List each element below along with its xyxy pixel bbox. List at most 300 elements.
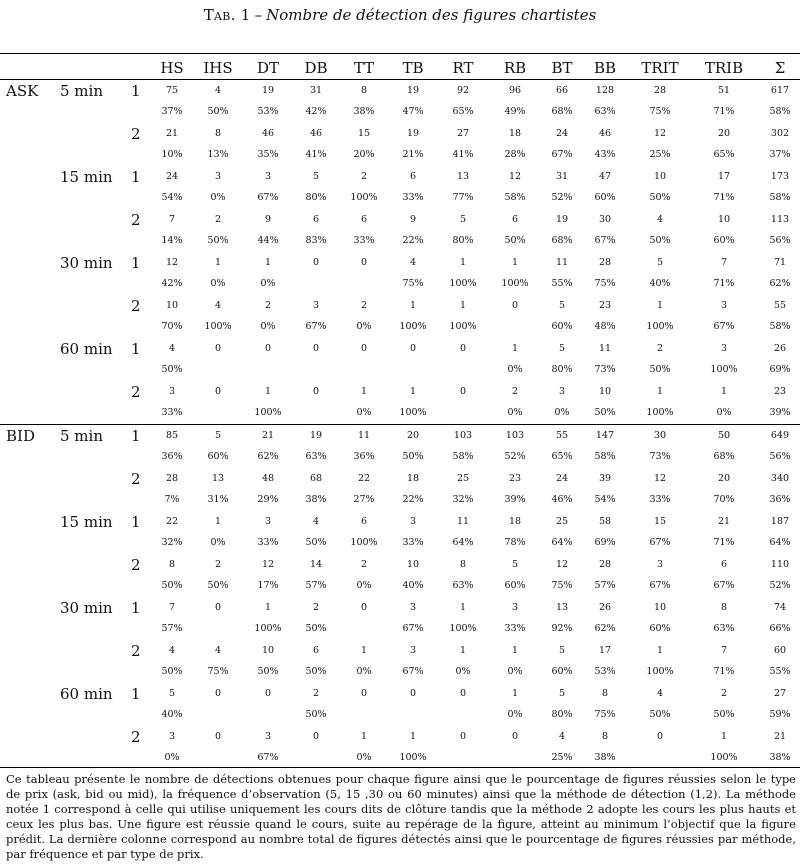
count-cell: 0 xyxy=(360,343,368,354)
count-cell: 46 xyxy=(598,128,612,139)
count-cell: 19 xyxy=(406,128,420,139)
percent-cell: 62% xyxy=(594,623,616,634)
percent-cell: 67% xyxy=(649,580,671,591)
count-cell: 4 xyxy=(168,645,176,656)
count-cell: 0 xyxy=(409,688,417,699)
count-cell: 10 xyxy=(653,171,667,182)
percent-cell: 0% xyxy=(554,407,570,418)
percent-cell: 40% xyxy=(161,709,183,720)
count-cell: 10 xyxy=(598,386,612,397)
count-cell: 28 xyxy=(598,257,612,268)
percent-cell: 70% xyxy=(713,494,735,505)
count-cell: 2 xyxy=(360,171,368,182)
percent-cell: 50% xyxy=(161,364,183,375)
percent-cell: 33% xyxy=(257,537,279,548)
percent-cell: 21% xyxy=(402,149,424,160)
count-cell: 2 xyxy=(214,559,222,570)
percent-cell: 65% xyxy=(452,106,474,117)
count-cell: 2 xyxy=(214,214,222,225)
method-label: 2 xyxy=(131,728,141,746)
percent-cell: 55% xyxy=(769,666,791,677)
percent-cell: 75% xyxy=(594,709,616,720)
method-label: 2 xyxy=(131,556,141,574)
count-cell: 1 xyxy=(656,300,664,311)
count-cell: 30 xyxy=(653,430,667,441)
percent-cell: 50% xyxy=(161,666,183,677)
count-cell: 17 xyxy=(717,171,731,182)
count-cell: 340 xyxy=(770,473,790,484)
percent-cell: 33% xyxy=(504,623,526,634)
percent-cell: 50% xyxy=(305,623,327,634)
count-cell: 8 xyxy=(459,559,467,570)
method-label: 1 xyxy=(131,513,141,531)
count-cell: 0 xyxy=(312,386,320,397)
column-header: TRIB xyxy=(704,59,744,77)
percent-cell: 67% xyxy=(305,321,327,332)
percent-cell: 54% xyxy=(161,192,183,203)
count-cell: 21 xyxy=(261,430,275,441)
count-cell: 6 xyxy=(409,171,417,182)
frequency-label: 30 min xyxy=(60,599,113,617)
count-cell: 3 xyxy=(264,731,272,742)
count-cell: 187 xyxy=(770,516,790,527)
frequency-label: 30 min xyxy=(60,254,113,272)
count-cell: 46 xyxy=(309,128,323,139)
count-cell: 27 xyxy=(456,128,470,139)
percent-cell: 50% xyxy=(713,709,735,720)
count-cell: 5 xyxy=(511,559,519,570)
percent-cell: 75% xyxy=(649,106,671,117)
count-cell: 1 xyxy=(459,645,467,656)
percent-cell: 37% xyxy=(161,106,183,117)
count-cell: 6 xyxy=(312,645,320,656)
column-header: RB xyxy=(503,59,527,77)
percent-cell: 66% xyxy=(769,623,791,634)
column-header: BT xyxy=(551,59,573,77)
count-cell: 10 xyxy=(717,214,731,225)
percent-cell: 38% xyxy=(305,494,327,505)
count-cell: 2 xyxy=(720,688,728,699)
count-cell: 1 xyxy=(409,386,417,397)
count-cell: 617 xyxy=(770,85,790,96)
percent-cell: 53% xyxy=(594,666,616,677)
count-cell: 5 xyxy=(168,688,176,699)
percent-cell: 50% xyxy=(649,235,671,246)
percent-cell: 44% xyxy=(257,235,279,246)
count-cell: 39 xyxy=(598,473,612,484)
count-cell: 3 xyxy=(409,645,417,656)
method-label: 1 xyxy=(131,340,141,358)
count-cell: 46 xyxy=(261,128,275,139)
percent-cell: 63% xyxy=(305,451,327,462)
percent-cell: 58% xyxy=(504,192,526,203)
percent-cell: 57% xyxy=(161,623,183,634)
count-cell: 5 xyxy=(558,300,566,311)
percent-cell: 20% xyxy=(353,149,375,160)
percent-cell: 75% xyxy=(402,278,424,289)
count-cell: 173 xyxy=(770,171,790,182)
percent-cell: 58% xyxy=(769,321,791,332)
percent-cell: 100% xyxy=(399,407,427,418)
count-cell: 21 xyxy=(773,731,787,742)
count-cell: 7 xyxy=(168,602,176,613)
count-cell: 1 xyxy=(409,300,417,311)
block-divider-rule xyxy=(0,424,800,425)
percent-cell: 13% xyxy=(207,149,229,160)
percent-cell: 65% xyxy=(551,451,573,462)
percent-cell: 50% xyxy=(305,666,327,677)
percent-cell: 50% xyxy=(649,709,671,720)
count-cell: 1 xyxy=(409,731,417,742)
count-cell: 28 xyxy=(598,559,612,570)
count-cell: 75 xyxy=(165,85,179,96)
count-cell: 8 xyxy=(360,85,368,96)
percent-cell: 73% xyxy=(594,364,616,375)
count-cell: 0 xyxy=(360,688,368,699)
count-cell: 8 xyxy=(601,731,609,742)
percent-cell: 68% xyxy=(713,451,735,462)
count-cell: 11 xyxy=(555,257,569,268)
frequency-label: 5 min xyxy=(60,427,103,445)
count-cell: 55 xyxy=(773,300,787,311)
count-cell: 1 xyxy=(511,688,519,699)
count-cell: 3 xyxy=(720,343,728,354)
count-cell: 4 xyxy=(558,731,566,742)
count-cell: 48 xyxy=(261,473,275,484)
percent-cell: 22% xyxy=(402,494,424,505)
count-cell: 103 xyxy=(453,430,473,441)
count-cell: 9 xyxy=(264,214,272,225)
count-cell: 1 xyxy=(360,386,368,397)
percent-cell: 63% xyxy=(594,106,616,117)
count-cell: 128 xyxy=(595,85,615,96)
count-cell: 1 xyxy=(656,645,664,656)
percent-cell: 59% xyxy=(769,709,791,720)
percent-cell: 50% xyxy=(257,666,279,677)
count-cell: 0 xyxy=(214,602,222,613)
percent-cell: 0% xyxy=(356,407,372,418)
count-cell: 7 xyxy=(168,214,176,225)
count-cell: 11 xyxy=(357,430,371,441)
count-cell: 10 xyxy=(165,300,179,311)
count-cell: 3 xyxy=(511,602,519,613)
percent-cell: 56% xyxy=(769,451,791,462)
count-cell: 12 xyxy=(508,171,522,182)
count-cell: 5 xyxy=(459,214,467,225)
percent-cell: 36% xyxy=(161,451,183,462)
count-cell: 68 xyxy=(309,473,323,484)
count-cell: 0 xyxy=(264,343,272,354)
percent-cell: 71% xyxy=(713,192,735,203)
frequency-label: 5 min xyxy=(60,82,103,100)
column-header: TB xyxy=(402,59,424,77)
percent-cell: 32% xyxy=(452,494,474,505)
count-cell: 4 xyxy=(656,688,664,699)
percent-cell: 83% xyxy=(305,235,327,246)
percent-cell: 50% xyxy=(594,407,616,418)
count-cell: 2 xyxy=(312,688,320,699)
count-cell: 0 xyxy=(656,731,664,742)
percent-cell: 50% xyxy=(649,364,671,375)
percent-cell: 0% xyxy=(210,192,226,203)
count-cell: 0 xyxy=(214,688,222,699)
count-cell: 1 xyxy=(511,343,519,354)
percent-cell: 69% xyxy=(769,364,791,375)
column-header: RT xyxy=(452,59,474,77)
count-cell: 0 xyxy=(360,257,368,268)
count-cell: 0 xyxy=(360,602,368,613)
count-cell: 3 xyxy=(409,516,417,527)
percent-cell: 92% xyxy=(551,623,573,634)
count-cell: 110 xyxy=(770,559,790,570)
count-cell: 19 xyxy=(309,430,323,441)
count-cell: 19 xyxy=(406,85,420,96)
percent-cell: 33% xyxy=(161,407,183,418)
count-cell: 3 xyxy=(168,386,176,397)
count-cell: 2 xyxy=(312,602,320,613)
table-caption xyxy=(0,6,800,24)
count-cell: 12 xyxy=(261,559,275,570)
count-cell: 6 xyxy=(360,516,368,527)
percent-cell: 43% xyxy=(594,149,616,160)
method-label: 1 xyxy=(131,685,141,703)
method-label: 1 xyxy=(131,254,141,272)
percent-cell: 31% xyxy=(207,494,229,505)
count-cell: 3 xyxy=(168,731,176,742)
bottom-rule xyxy=(0,767,800,768)
percent-cell: 57% xyxy=(305,580,327,591)
percent-cell: 100% xyxy=(646,321,674,332)
count-cell: 28 xyxy=(165,473,179,484)
percent-cell: 67% xyxy=(257,192,279,203)
percent-cell: 78% xyxy=(504,537,526,548)
percent-cell: 0% xyxy=(356,580,372,591)
percent-cell: 60% xyxy=(713,235,735,246)
count-cell: 12 xyxy=(555,559,569,570)
percent-cell: 100% xyxy=(449,321,477,332)
count-cell: 5 xyxy=(558,688,566,699)
count-cell: 1 xyxy=(459,300,467,311)
percent-cell: 67% xyxy=(713,321,735,332)
count-cell: 7 xyxy=(720,257,728,268)
count-cell: 22 xyxy=(165,516,179,527)
column-header: TRIT xyxy=(641,59,679,77)
percent-cell: 64% xyxy=(769,537,791,548)
percent-cell: 29% xyxy=(257,494,279,505)
count-cell: 1 xyxy=(511,257,519,268)
count-cell: 18 xyxy=(406,473,420,484)
percent-cell: 41% xyxy=(305,149,327,160)
percent-cell: 100% xyxy=(449,278,477,289)
percent-cell: 77% xyxy=(452,192,474,203)
percent-cell: 56% xyxy=(769,235,791,246)
column-header: HS xyxy=(160,59,184,77)
percent-cell: 35% xyxy=(257,149,279,160)
count-cell: 13 xyxy=(211,473,225,484)
count-cell: 3 xyxy=(214,171,222,182)
count-cell: 9 xyxy=(409,214,417,225)
count-cell: 3 xyxy=(558,386,566,397)
percent-cell: 40% xyxy=(402,580,424,591)
count-cell: 3 xyxy=(264,516,272,527)
percent-cell: 38% xyxy=(594,752,616,763)
percent-cell: 60% xyxy=(504,580,526,591)
percent-cell: 50% xyxy=(207,580,229,591)
count-cell: 3 xyxy=(720,300,728,311)
count-cell: 18 xyxy=(508,516,522,527)
column-header: BB xyxy=(593,59,617,77)
percent-cell: 68% xyxy=(551,106,573,117)
percent-cell: 17% xyxy=(257,580,279,591)
count-cell: 92 xyxy=(456,85,470,96)
count-cell: 1 xyxy=(656,386,664,397)
count-cell: 20 xyxy=(717,128,731,139)
count-cell: 8 xyxy=(214,128,222,139)
percent-cell: 100% xyxy=(646,407,674,418)
percent-cell: 100% xyxy=(646,666,674,677)
percent-cell: 80% xyxy=(551,709,573,720)
count-cell: 13 xyxy=(555,602,569,613)
count-cell: 18 xyxy=(508,128,522,139)
method-label: 2 xyxy=(131,125,141,143)
percent-cell: 0% xyxy=(356,666,372,677)
percent-cell: 0% xyxy=(716,407,732,418)
count-cell: 1 xyxy=(720,731,728,742)
count-cell: 23 xyxy=(598,300,612,311)
table-footnote: Ce tableau présente le nombre de détections obtenues pour chaque figure ainsi que le pourcentage de figures réussies selon le type de prix (ask, bid ou mid), la fréquence d’observation (5, 15 ,30 ou 60 minutes) ainsi que la méthode de détection (1,2). La méthode notée 1 correspond à celle qui utilise uniquement les cours dits de clôture tandis que la méthode 2 adopte les cours les plus hauts et ceux les plus bas. Une figure est réussie quand le cours, suite au repérage de la figure, atteint au minimum l’objectif que la figure prédit. La dernière colonne correspond au nombre total de figures détectés ainsi que le pourcentage de figures réussies par méthode, par fréquence et par type de prix. xyxy=(6,772,796,861)
percent-cell: 75% xyxy=(207,666,229,677)
count-cell: 649 xyxy=(770,430,790,441)
percent-cell: 0% xyxy=(507,364,523,375)
percent-cell: 60% xyxy=(594,192,616,203)
count-cell: 8 xyxy=(601,688,609,699)
count-cell: 31 xyxy=(555,171,569,182)
percent-cell: 60% xyxy=(207,451,229,462)
frequency-label: 60 min xyxy=(60,685,113,703)
count-cell: 23 xyxy=(773,386,787,397)
count-cell: 12 xyxy=(653,128,667,139)
column-header: DT xyxy=(256,59,280,77)
count-cell: 1 xyxy=(214,516,222,527)
column-header: Σ xyxy=(774,59,786,77)
percent-cell: 0% xyxy=(507,666,523,677)
percent-cell: 67% xyxy=(402,666,424,677)
percent-cell: 27% xyxy=(353,494,375,505)
percent-cell: 71% xyxy=(713,278,735,289)
percent-cell: 0% xyxy=(260,278,276,289)
percent-cell: 67% xyxy=(402,623,424,634)
column-header: DB xyxy=(304,59,328,77)
percent-cell: 100% xyxy=(710,752,738,763)
count-cell: 0 xyxy=(312,343,320,354)
percent-cell: 100% xyxy=(501,278,529,289)
percent-cell: 32% xyxy=(161,537,183,548)
count-cell: 55 xyxy=(555,430,569,441)
count-cell: 24 xyxy=(555,473,569,484)
percent-cell: 100% xyxy=(449,623,477,634)
column-header: TT xyxy=(353,59,375,77)
table-title: Nombre de détection des figures chartistes xyxy=(266,6,597,24)
count-cell: 302 xyxy=(770,128,790,139)
caption-separator: – xyxy=(254,6,263,24)
count-cell: 60 xyxy=(773,645,787,656)
count-cell: 0 xyxy=(214,731,222,742)
percent-cell: 100% xyxy=(399,752,427,763)
percent-cell: 28% xyxy=(504,149,526,160)
count-cell: 0 xyxy=(459,386,467,397)
percent-cell: 67% xyxy=(551,149,573,160)
percent-cell: 67% xyxy=(713,580,735,591)
count-cell: 0 xyxy=(459,343,467,354)
count-cell: 12 xyxy=(653,473,667,484)
count-cell: 4 xyxy=(214,300,222,311)
count-cell: 8 xyxy=(720,602,728,613)
count-cell: 1 xyxy=(360,731,368,742)
percent-cell: 55% xyxy=(551,278,573,289)
percent-cell: 0% xyxy=(164,752,180,763)
count-cell: 31 xyxy=(309,85,323,96)
count-cell: 1 xyxy=(360,645,368,656)
count-cell: 74 xyxy=(773,602,787,613)
percent-cell: 50% xyxy=(305,709,327,720)
count-cell: 15 xyxy=(357,128,371,139)
count-cell: 96 xyxy=(508,85,522,96)
count-cell: 2 xyxy=(360,300,368,311)
percent-cell: 80% xyxy=(305,192,327,203)
count-cell: 1 xyxy=(459,257,467,268)
count-cell: 28 xyxy=(653,85,667,96)
count-cell: 1 xyxy=(264,257,272,268)
method-label: 1 xyxy=(131,82,141,100)
percent-cell: 67% xyxy=(257,752,279,763)
count-cell: 24 xyxy=(165,171,179,182)
percent-cell: 39% xyxy=(504,494,526,505)
percent-cell: 100% xyxy=(254,407,282,418)
count-cell: 5 xyxy=(656,257,664,268)
count-cell: 11 xyxy=(598,343,612,354)
count-cell: 19 xyxy=(261,85,275,96)
method-label: 2 xyxy=(131,470,141,488)
frequency-label: 15 min xyxy=(60,513,113,531)
header-rule xyxy=(0,79,800,80)
count-cell: 0 xyxy=(409,343,417,354)
percent-cell: 42% xyxy=(161,278,183,289)
count-cell: 1 xyxy=(511,645,519,656)
count-cell: 4 xyxy=(312,516,320,527)
percent-cell: 64% xyxy=(452,537,474,548)
percent-cell: 100% xyxy=(350,192,378,203)
count-cell: 25 xyxy=(555,516,569,527)
count-cell: 0 xyxy=(214,386,222,397)
count-cell: 12 xyxy=(165,257,179,268)
percent-cell: 33% xyxy=(402,537,424,548)
percent-cell: 100% xyxy=(710,364,738,375)
count-cell: 1 xyxy=(264,602,272,613)
percent-cell: 80% xyxy=(452,235,474,246)
count-cell: 7 xyxy=(720,645,728,656)
percent-cell: 33% xyxy=(402,192,424,203)
count-cell: 50 xyxy=(717,430,731,441)
percent-cell: 63% xyxy=(452,580,474,591)
count-cell: 17 xyxy=(598,645,612,656)
count-cell: 2 xyxy=(360,559,368,570)
count-cell: 4 xyxy=(656,214,664,225)
count-cell: 103 xyxy=(505,430,525,441)
top-rule xyxy=(0,53,800,54)
count-cell: 26 xyxy=(773,343,787,354)
count-cell: 25 xyxy=(456,473,470,484)
percent-cell: 65% xyxy=(713,149,735,160)
